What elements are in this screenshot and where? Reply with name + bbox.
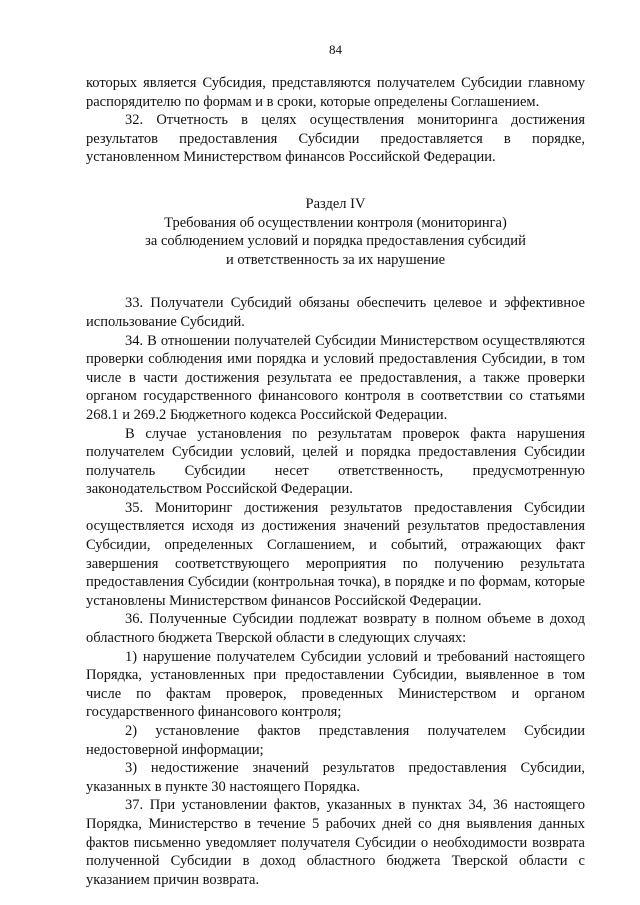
paragraph-34: 34. В отношении получателей Субсидии Министерством осуществляются проверки соблюдения ими порядка и условий предоставления Субсидии, в том числе в части достижения результата ее предоставления, а также проверки органом государственного финансового контроля в соответствии со статьями 268.1 и 269.2 Бюджетного кодекса Российской Федерации.: [86, 332, 585, 423]
section-title-line-1: Требования об осуществлении контроля (мониторинга): [164, 214, 507, 231]
paragraph-36-item-3: 3) недостижение значений результатов предоставления Субсидии, указанных в пункте 30 настоящего Порядка.: [86, 760, 585, 795]
paragraph-36: 36. Полученные Субсидии подлежат возврату в полном объеме в доход областного бюджета Тверской области в следующих случаях:: [86, 611, 585, 647]
paragraph-36-item-2: 2) установление фактов представления получателем Субсидии недостоверной информации;: [86, 723, 585, 758]
page-number: 84: [329, 42, 342, 57]
section-heading: [86, 195, 585, 269]
paragraph-35: 35. Мониторинг достижения результатов предоставления Субсидии осуществляется исходя из достижения значений результатов предоставления Субсидии, определенных Соглашением, и событий, отражающих факт завершения соответствующего мероприятия по получению результата предоставления Субсидии (контрольная точка), в порядке и по формам, которые установлены Министерством финансов Российской Федерации.: [86, 499, 585, 609]
section-title-line-3: и ответственность за их нарушение: [225, 251, 446, 268]
paragraph-36-item-1: 1) нарушение получателем Субсидии условий и требований настоящего Порядка, установленных при предоставлении Субсидии, выявленное в том числе по фактам проверок, проведенных Министерством и органом государственного финансового контроля;: [86, 648, 585, 721]
paragraph-33: 33. Получатели Субсидий обязаны обеспечить целевое и эффективное использование Субсидий.: [86, 295, 585, 330]
paragraph-34-violation: В случае установления по результатам проверок факта нарушения получателем Субсидии условий, целей и порядка предоставления Субсидии получатель Субсидии несет ответственность, предусмотренную законодательством Российской Федерации.: [86, 425, 585, 498]
section-title-line-2: за соблюдением условий и порядка предоставления субсидий: [145, 233, 526, 250]
paragraph-continuation: которых является Субсидия, представляются получателем Субсидии главному распорядителю по формам и в сроки, которые определены Соглашением.: [86, 75, 585, 110]
section-number: Раздел IV: [305, 195, 366, 212]
paragraph-32: 32. Отчетность в целях осуществления мониторинга достижения результатов предоставления Субсидии предоставляется в порядке, установленном Министерством финансов Российской Федерации.: [86, 112, 585, 166]
paragraph-37: 37. При установлении фактов, указанных в пунктах 34, 36 настоящего Порядка, Министерство в течение 5 рабочих дней со дня выявления данных фактов письменно уведомляет получателя Субсидии о необходимости возврата полученной Субсидии в доход областного бюджета Тверской области с указанием причин возврата.: [86, 797, 585, 888]
